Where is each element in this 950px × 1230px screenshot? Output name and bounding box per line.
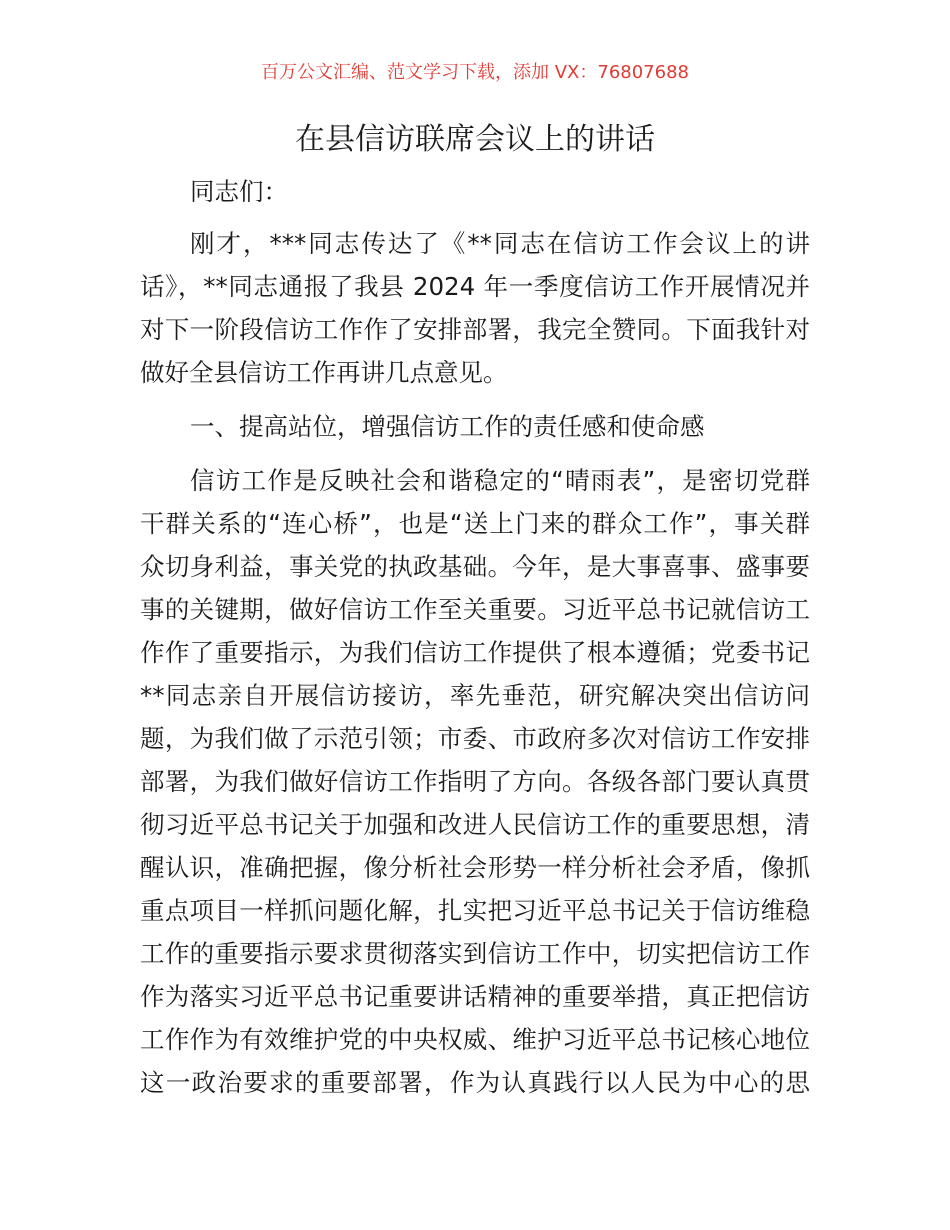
text-line: 这一政治要求的重要部署，作为认真践行以人民为中心的思: [140, 1068, 810, 1097]
text-line: 同志们：: [190, 177, 288, 206]
text-line: 重点项目一样抓问题化解，扎实把习近平总书记关于信访维稳: [140, 896, 810, 925]
text-line: 工作作为有效维护党的中央权威、维护习近平总书记核心地位: [140, 1025, 810, 1054]
text-line: 刚才，***同志传达了《**同志在信访工作会议上的讲: [190, 229, 810, 258]
text-line: 作作了重要指示，为我们信访工作提供了根本遵循；党委书记: [140, 638, 810, 667]
text-line: 题，为我们做了示范引领；市委、市政府多次对信访工作安排: [140, 724, 810, 753]
text-line: 话》，**同志通报了我县 2024 年一季度信访工作开展情况并: [140, 272, 810, 301]
text-line: 作为落实习近平总书记重要讲话精神的重要举措，真正把信访: [140, 982, 810, 1011]
text-line: 干群关系的“连心桥”，也是“送上门来的群众工作”，事关群: [140, 509, 810, 538]
text-line: 部署，为我们做好信访工作指明了方向。各级各部门要认真贯: [140, 767, 810, 796]
text-line: 做好全县信访工作再讲几点意见。: [140, 358, 508, 387]
section-heading: 一、提高站位，增强信访工作的责任感和使命感: [190, 412, 705, 441]
document-title: 在县信访联席会议上的讲话: [295, 122, 655, 157]
text-line: 工作的重要指示要求贯彻落实到信访工作中，切实把信访工作: [140, 939, 810, 968]
text-line: 众切身利益，事关党的执政基础。今年，是大事喜事、盛事要: [140, 552, 810, 581]
text-line: 事的关键期，做好信访工作至关重要。习近平总书记就信访工: [140, 595, 810, 624]
text-line: 信访工作是反映社会和谐稳定的“晴雨表”，是密切党群: [190, 466, 810, 495]
text-line: **同志亲自开展信访接访，率先垂范，研究解决突出信访问: [140, 681, 810, 710]
watermark-banner: 百万公文汇编、范文学习下载，添加 VX：76807688: [261, 62, 689, 83]
text-line: 彻习近平总书记关于加强和改进人民信访工作的重要思想，清: [140, 810, 810, 839]
text-line: 醒认识，准确把握，像分析社会形势一样分析社会矛盾，像抓: [140, 853, 810, 882]
text-line: 对下一阶段信访工作作了安排部署，我完全赞同。下面我针对: [140, 315, 810, 344]
